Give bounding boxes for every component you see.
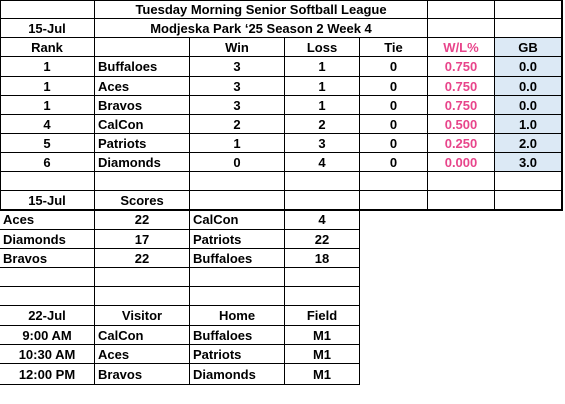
standing-win-loss-pct: 0.000 — [428, 153, 495, 172]
standing-team: Buffaloes — [95, 57, 190, 77]
standing-win-loss-pct: 0.500 — [428, 115, 495, 134]
standing-games-behind: 1.0 — [495, 115, 562, 134]
header-visitor: Visitor — [95, 306, 190, 326]
score-team-2: CalCon — [190, 210, 285, 230]
standing-rank: 5 — [0, 134, 95, 153]
schedule-date: 22-Jul — [0, 306, 95, 326]
standing-team: Diamonds — [95, 153, 190, 172]
standing-win-loss-pct: 0.250 — [428, 134, 495, 153]
standing-tie: 0 — [360, 153, 428, 172]
standing-win-loss-pct: 0.750 — [428, 96, 495, 115]
header-tie: Tie — [360, 38, 428, 57]
standing-loss: 3 — [285, 134, 360, 153]
standing-tie: 0 — [360, 115, 428, 134]
standing-games-behind: 0.0 — [495, 57, 562, 77]
header-rank: Rank — [0, 38, 95, 57]
standing-rank: 1 — [0, 77, 95, 96]
score-value-2: 18 — [285, 249, 360, 268]
score-value-2: 22 — [285, 230, 360, 249]
score-team-1: Aces — [0, 210, 95, 230]
week-date: 15-Jul — [0, 19, 95, 38]
empty-cell — [95, 268, 190, 287]
header-win: Win — [190, 38, 285, 57]
score-team-1: Bravos — [0, 249, 95, 268]
standing-rank: 4 — [0, 115, 95, 134]
standing-team: Bravos — [95, 96, 190, 115]
empty-cell — [285, 268, 360, 287]
game-field: M1 — [285, 364, 360, 385]
header-games-behind: GB — [495, 38, 562, 57]
empty-cell — [0, 268, 95, 287]
empty-cell — [0, 287, 95, 306]
standing-loss: 1 — [285, 57, 360, 77]
score-team-1: Diamonds — [0, 230, 95, 249]
empty-cell — [190, 268, 285, 287]
standing-loss: 4 — [285, 153, 360, 172]
standing-win: 1 — [190, 134, 285, 153]
standing-win: 0 — [190, 153, 285, 172]
standing-games-behind: 3.0 — [495, 153, 562, 172]
standing-games-behind: 0.0 — [495, 96, 562, 115]
standing-team: CalCon — [95, 115, 190, 134]
score-team-2: Patriots — [190, 230, 285, 249]
header-win-loss-pct: W/L% — [428, 38, 495, 57]
game-home: Patriots — [190, 345, 285, 364]
standing-win: 2 — [190, 115, 285, 134]
game-visitor: Bravos — [95, 364, 190, 385]
game-home: Buffaloes — [190, 326, 285, 345]
standing-tie: 0 — [360, 77, 428, 96]
standing-team: Aces — [95, 77, 190, 96]
standing-team: Patriots — [95, 134, 190, 153]
standing-rank: 1 — [0, 57, 95, 77]
game-time: 9:00 AM — [0, 326, 95, 345]
season-subtitle: Modjeska Park ‘25 Season 2 Week 4 — [95, 19, 428, 38]
score-value-2: 4 — [285, 210, 360, 230]
standing-loss: 1 — [285, 96, 360, 115]
standing-tie: 0 — [360, 134, 428, 153]
standing-win-loss-pct: 0.750 — [428, 57, 495, 77]
game-visitor: Aces — [95, 345, 190, 364]
empty-cell — [190, 287, 285, 306]
standing-win: 3 — [190, 57, 285, 77]
standing-games-behind: 2.0 — [495, 134, 562, 153]
standing-tie: 0 — [360, 57, 428, 77]
game-time: 12:00 PM — [0, 364, 95, 385]
league-title: Tuesday Morning Senior Softball League — [95, 0, 428, 19]
header-field: Field — [285, 306, 360, 326]
standing-loss: 2 — [285, 115, 360, 134]
empty-cell — [285, 287, 360, 306]
score-value-1: 22 — [95, 249, 190, 268]
score-value-1: 17 — [95, 230, 190, 249]
game-field: M1 — [285, 345, 360, 364]
standing-win-loss-pct: 0.750 — [428, 77, 495, 96]
game-field: M1 — [285, 326, 360, 345]
game-home: Diamonds — [190, 364, 285, 385]
standing-rank: 6 — [0, 153, 95, 172]
scores-header: Scores — [95, 191, 190, 210]
score-value-1: 22 — [95, 210, 190, 230]
standing-tie: 0 — [360, 96, 428, 115]
standing-rank: 1 — [0, 96, 95, 115]
standing-loss: 1 — [285, 77, 360, 96]
scores-date: 15-Jul — [0, 191, 95, 210]
game-time: 10:30 AM — [0, 345, 95, 364]
standing-games-behind: 0.0 — [495, 77, 562, 96]
standing-win: 3 — [190, 77, 285, 96]
score-team-2: Buffaloes — [190, 249, 285, 268]
header-loss: Loss — [285, 38, 360, 57]
game-visitor: CalCon — [95, 326, 190, 345]
standing-win: 3 — [190, 96, 285, 115]
header-home: Home — [190, 306, 285, 326]
empty-cell — [95, 287, 190, 306]
